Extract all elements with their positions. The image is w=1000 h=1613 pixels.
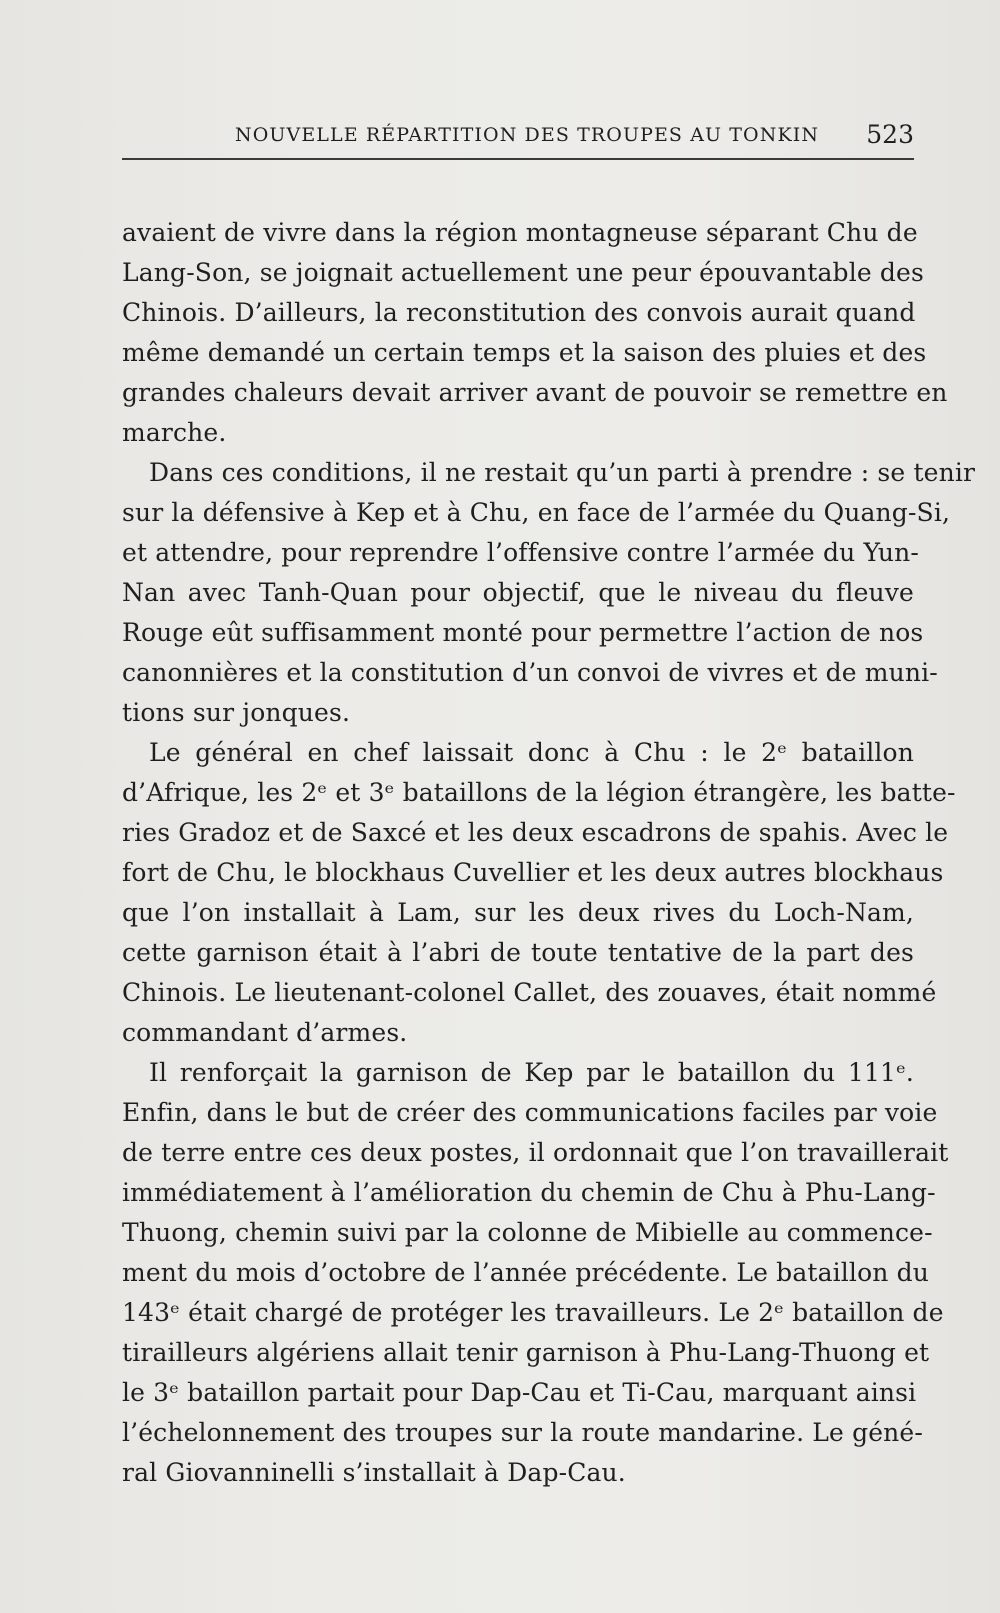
paragraph-4 bbox=[122, 1053, 949, 1493]
text-line: tirailleurs algériens allait tenir garnison à Phu-Lang-Thuong et bbox=[122, 1338, 930, 1367]
text-line: canonnières et la constitution d’un convoi de vivres et de muni- bbox=[122, 658, 938, 687]
text-line: Lang-Son, se joignait actuellement une peur épouvantable des bbox=[122, 258, 924, 287]
text-line: même demandé un certain temps et la saison des pluies et des bbox=[122, 338, 927, 367]
text-line: que l’on installait à Lam, sur les deux rives du Loch-Nam, bbox=[122, 898, 914, 927]
text-line: avaient de vivre dans la région montagneuse séparant Chu de bbox=[122, 218, 918, 247]
paragraph-3 bbox=[122, 733, 956, 1053]
text-line: Rouge eût suffisamment monté pour permettre l’action de nos bbox=[122, 618, 924, 647]
text-line: immédiatement à l’amélioration du chemin de Chu à Phu-Lang- bbox=[122, 1178, 936, 1207]
text-line: ral Giovanninelli s’installait à Dap-Cau. bbox=[122, 1458, 626, 1487]
text-line: 143ᵉ était chargé de protéger les travailleurs. Le 2ᵉ bataillon de bbox=[122, 1298, 944, 1327]
text-line: Enfin, dans le but de créer des communications faciles par voie bbox=[122, 1098, 938, 1127]
paragraph-2 bbox=[122, 453, 976, 733]
text-line: Nan avec Tanh-Quan pour objectif, que le niveau du fleuve bbox=[122, 578, 914, 607]
text-line: Chinois. D’ailleurs, la reconstitution des convois aurait quand bbox=[122, 298, 916, 327]
text-line: commandant d’armes. bbox=[122, 1018, 408, 1047]
page-number: 523 bbox=[866, 120, 914, 149]
paragraph-1 bbox=[122, 213, 948, 453]
text-line: Thuong, chemin suivi par la colonne de Mibielle au commence- bbox=[122, 1218, 933, 1247]
text-line: d’Afrique, les 2ᵉ et 3ᵉ bataillons de la légion étrangère, les batte- bbox=[122, 778, 956, 807]
text-line: fort de Chu, le blockhaus Cuvellier et les deux autres blockhaus bbox=[122, 858, 944, 887]
text-line: et attendre, pour reprendre l’offensive contre l’armée du Yun- bbox=[122, 538, 920, 567]
text-line: cette garnison était à l’abri de toute tentative de la part des bbox=[122, 938, 914, 967]
text-line: ment du mois d’octobre de l’année précédente. Le bataillon du bbox=[122, 1258, 930, 1287]
text-line: tions sur jonques. bbox=[122, 698, 351, 727]
text-line: Il renforçait la garnison de Kep par le bataillon du 111ᵉ. bbox=[149, 1058, 914, 1087]
text-line: Le général en chef laissait donc à Chu : le 2ᵉ bataillon bbox=[149, 738, 914, 767]
running-head bbox=[122, 120, 914, 160]
body-text bbox=[122, 213, 976, 1493]
running-head-title: NOUVELLE RÉPARTITION DES TROUPES AU TONKIN bbox=[235, 124, 820, 146]
text-line: grandes chaleurs devait arriver avant de pouvoir se remettre en bbox=[122, 378, 948, 407]
text-line: ries Gradoz et de Saxcé et les deux escadrons de spahis. Avec le bbox=[122, 818, 949, 847]
text-line: l’échelonnement des troupes sur la route mandarine. Le géné- bbox=[122, 1418, 923, 1447]
text-line: de terre entre ces deux postes, il ordonnait que l’on travaillerait bbox=[122, 1138, 949, 1167]
text-line: Chinois. Le lieutenant-colonel Callet, des zouaves, était nommé bbox=[122, 978, 937, 1007]
text-line: marche. bbox=[122, 418, 227, 447]
text-line: Dans ces conditions, il ne restait qu’un parti à prendre : se tenir bbox=[149, 458, 976, 487]
text-line: le 3ᵉ bataillon partait pour Dap-Cau et Ti-Cau, marquant ainsi bbox=[122, 1378, 917, 1407]
text-line: sur la défensive à Kep et à Chu, en face de l’armée du Quang-Si, bbox=[122, 498, 951, 527]
